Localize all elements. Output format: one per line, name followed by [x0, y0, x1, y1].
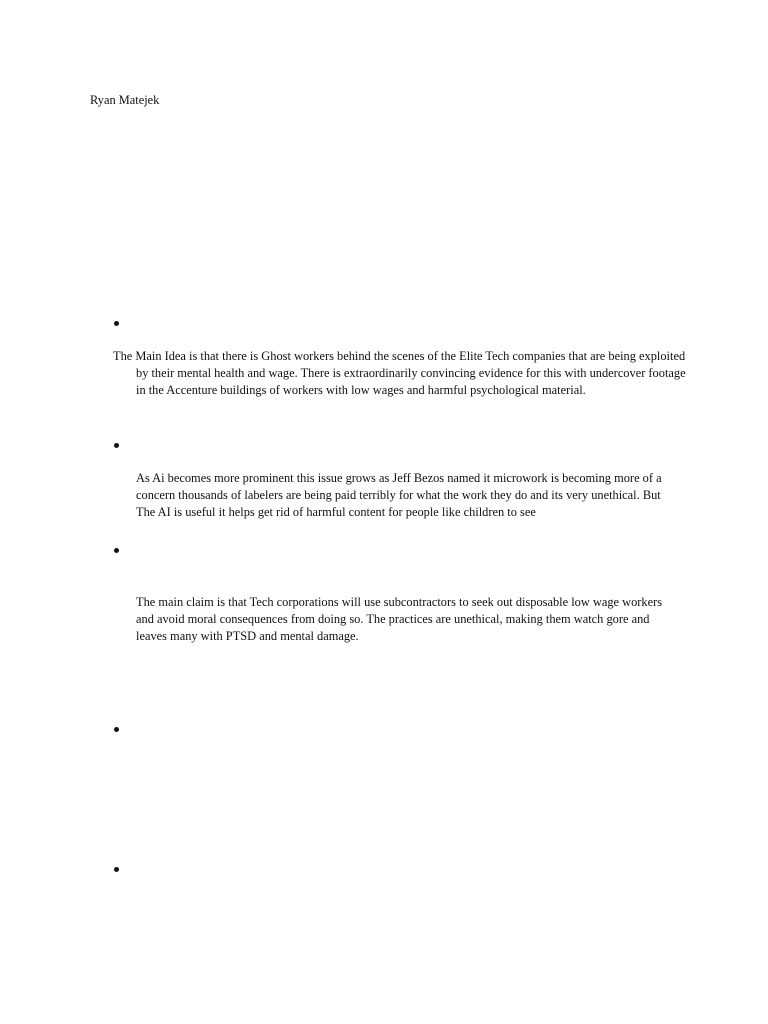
paragraph-main-claim: The main claim is that Tech corporations will use subcontractors to seek out disposable low wage workers and avoid moral consequences from doing so. The practices are unethical, making them watch gore and leaves many with PTSD and mental damage. [136, 595, 663, 643]
bullet-4 [112, 722, 122, 736]
paragraph-main-idea: The Main Idea is that there is Ghost workers behind the scenes of the Elite Tech companies that are being exploited by their mental health and wage. There is extraordinarily convincing evidence for this with undercover footage in the Accenture buildings of workers with low wages and harmful psychological material. [113, 349, 686, 397]
bullet-2 [112, 438, 122, 452]
bullet-5 [112, 862, 122, 876]
bullet-1 [112, 316, 122, 330]
paragraph-microwork: As Ai becomes more prominent this issue grows as Jeff Bezos named it microwork is becoming more of a concern thousands of labelers are being paid terribly for what the work they do and its very unethical. But The AI is useful it helps get rid of harmful content for people like children to see [136, 471, 662, 519]
bullet-3 [112, 543, 122, 557]
author-name: Ryan Matejek [90, 93, 160, 107]
